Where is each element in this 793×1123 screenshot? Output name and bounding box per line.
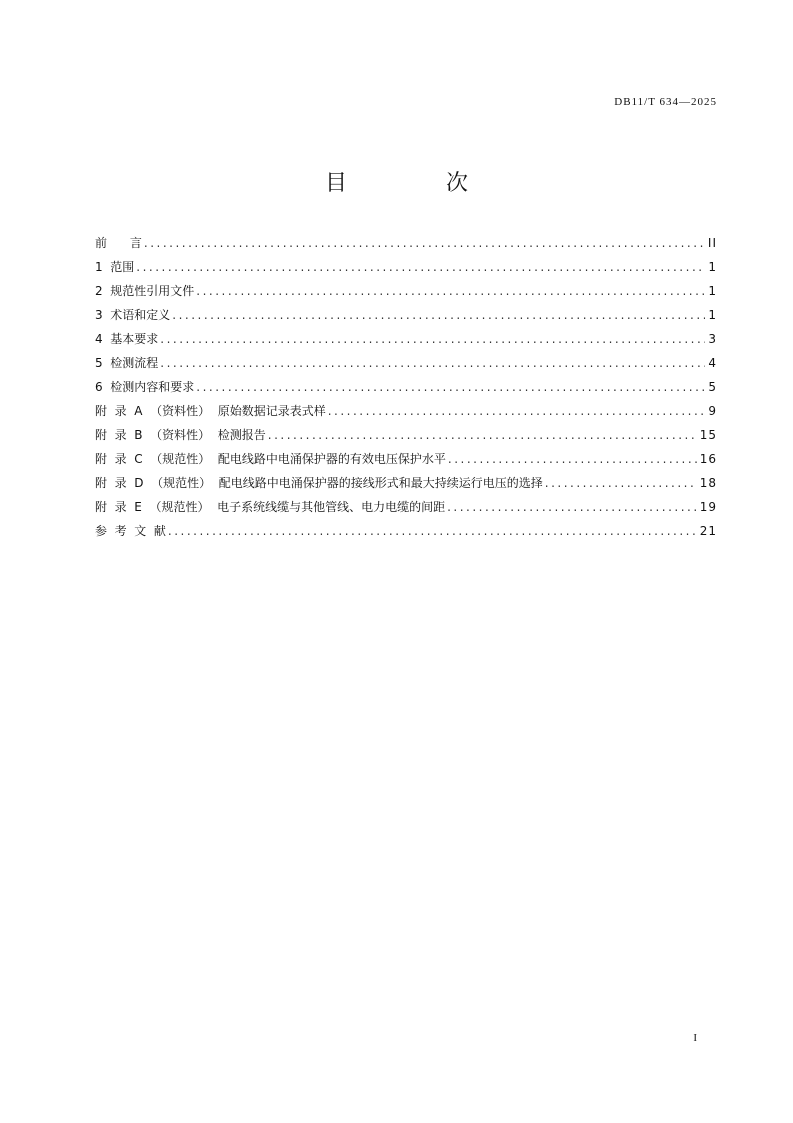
toc-leader-dots — [160, 332, 705, 346]
toc-entry-inspection-process[interactable] — [95, 354, 717, 378]
toc-entry-label: 3 术语和定义 — [95, 308, 171, 322]
toc-entry-appendix-a[interactable] — [95, 402, 717, 426]
toc-entry-label: 4 基本要求 — [95, 332, 159, 346]
toc-leader-dots — [160, 356, 705, 370]
toc-leader-dots — [328, 404, 706, 418]
toc-entry-normative-references[interactable] — [95, 282, 717, 306]
document-code: DB11/T 634—2025 — [614, 96, 717, 108]
toc-entry-page: II — [707, 236, 717, 250]
toc-leader-dots — [136, 260, 705, 274]
toc-leader-dots — [196, 284, 705, 298]
toc-entry-page: 5 — [708, 380, 717, 394]
toc-entry-page: 21 — [699, 524, 717, 538]
toc-entry-label: 附 录 C （规范性） 配电线路中电涌保护器的有效电压保护水平 — [95, 452, 446, 466]
toc-entry-page: 19 — [699, 500, 717, 514]
toc-entry-page: 1 — [708, 260, 717, 274]
toc-title: 目 次 — [325, 171, 514, 196]
toc-entry-label: 附 录 E （规范性） 电子系统线缆与其他管线、电力电缆的间距 — [95, 500, 446, 514]
toc-entry-label: 1 范围 — [95, 260, 135, 274]
toc-entry-label: 参 考 文 献 — [95, 524, 166, 538]
toc-leader-dots — [447, 500, 697, 514]
toc-leader-dots — [448, 452, 697, 466]
table-of-contents — [95, 234, 717, 546]
toc-entry-label: 附 录 A （资料性） 原始数据记录表式样 — [95, 404, 326, 418]
toc-leader-dots — [545, 476, 697, 490]
toc-entry-label: 附 录 B （资料性） 检测报告 — [95, 428, 266, 442]
toc-leader-dots — [196, 380, 705, 394]
toc-entry-page: 4 — [708, 356, 717, 370]
page-number: I — [693, 1032, 697, 1044]
toc-entry-page: 3 — [708, 332, 717, 346]
toc-leader-dots — [268, 428, 697, 442]
toc-entry-appendix-e[interactable] — [95, 498, 717, 522]
toc-entry-page: 1 — [708, 284, 717, 298]
toc-entry-page: 16 — [699, 452, 717, 466]
toc-entry-label: 前 言 — [95, 236, 142, 250]
toc-entry-bibliography[interactable] — [95, 522, 717, 546]
toc-entry-appendix-c[interactable] — [95, 450, 717, 474]
toc-leader-dots — [144, 236, 705, 250]
toc-entry-page: 1 — [708, 308, 717, 322]
toc-leader-dots — [172, 308, 705, 322]
toc-entry-inspection-content[interactable] — [95, 378, 717, 402]
toc-leader-dots — [168, 524, 697, 538]
toc-entry-label: 2 规范性引用文件 — [95, 284, 195, 298]
toc-entry-page: 18 — [699, 476, 717, 490]
toc-entry-page: 15 — [699, 428, 717, 442]
toc-entry-foreword[interactable] — [95, 234, 717, 258]
toc-entry-label: 6 检测内容和要求 — [95, 380, 195, 394]
toc-entry-label: 5 检测流程 — [95, 356, 159, 370]
toc-entry-scope[interactable] — [95, 258, 717, 282]
toc-entry-terms[interactable] — [95, 306, 717, 330]
toc-entry-label: 附 录 D （规范性） 配电线路中电涌保护器的接线形式和最大持续运行电压的选择 — [95, 476, 543, 490]
toc-entry-appendix-b[interactable] — [95, 426, 717, 450]
toc-entry-basic-requirements[interactable] — [95, 330, 717, 354]
toc-entry-appendix-d[interactable] — [95, 474, 717, 498]
toc-entry-page: 9 — [708, 404, 717, 418]
